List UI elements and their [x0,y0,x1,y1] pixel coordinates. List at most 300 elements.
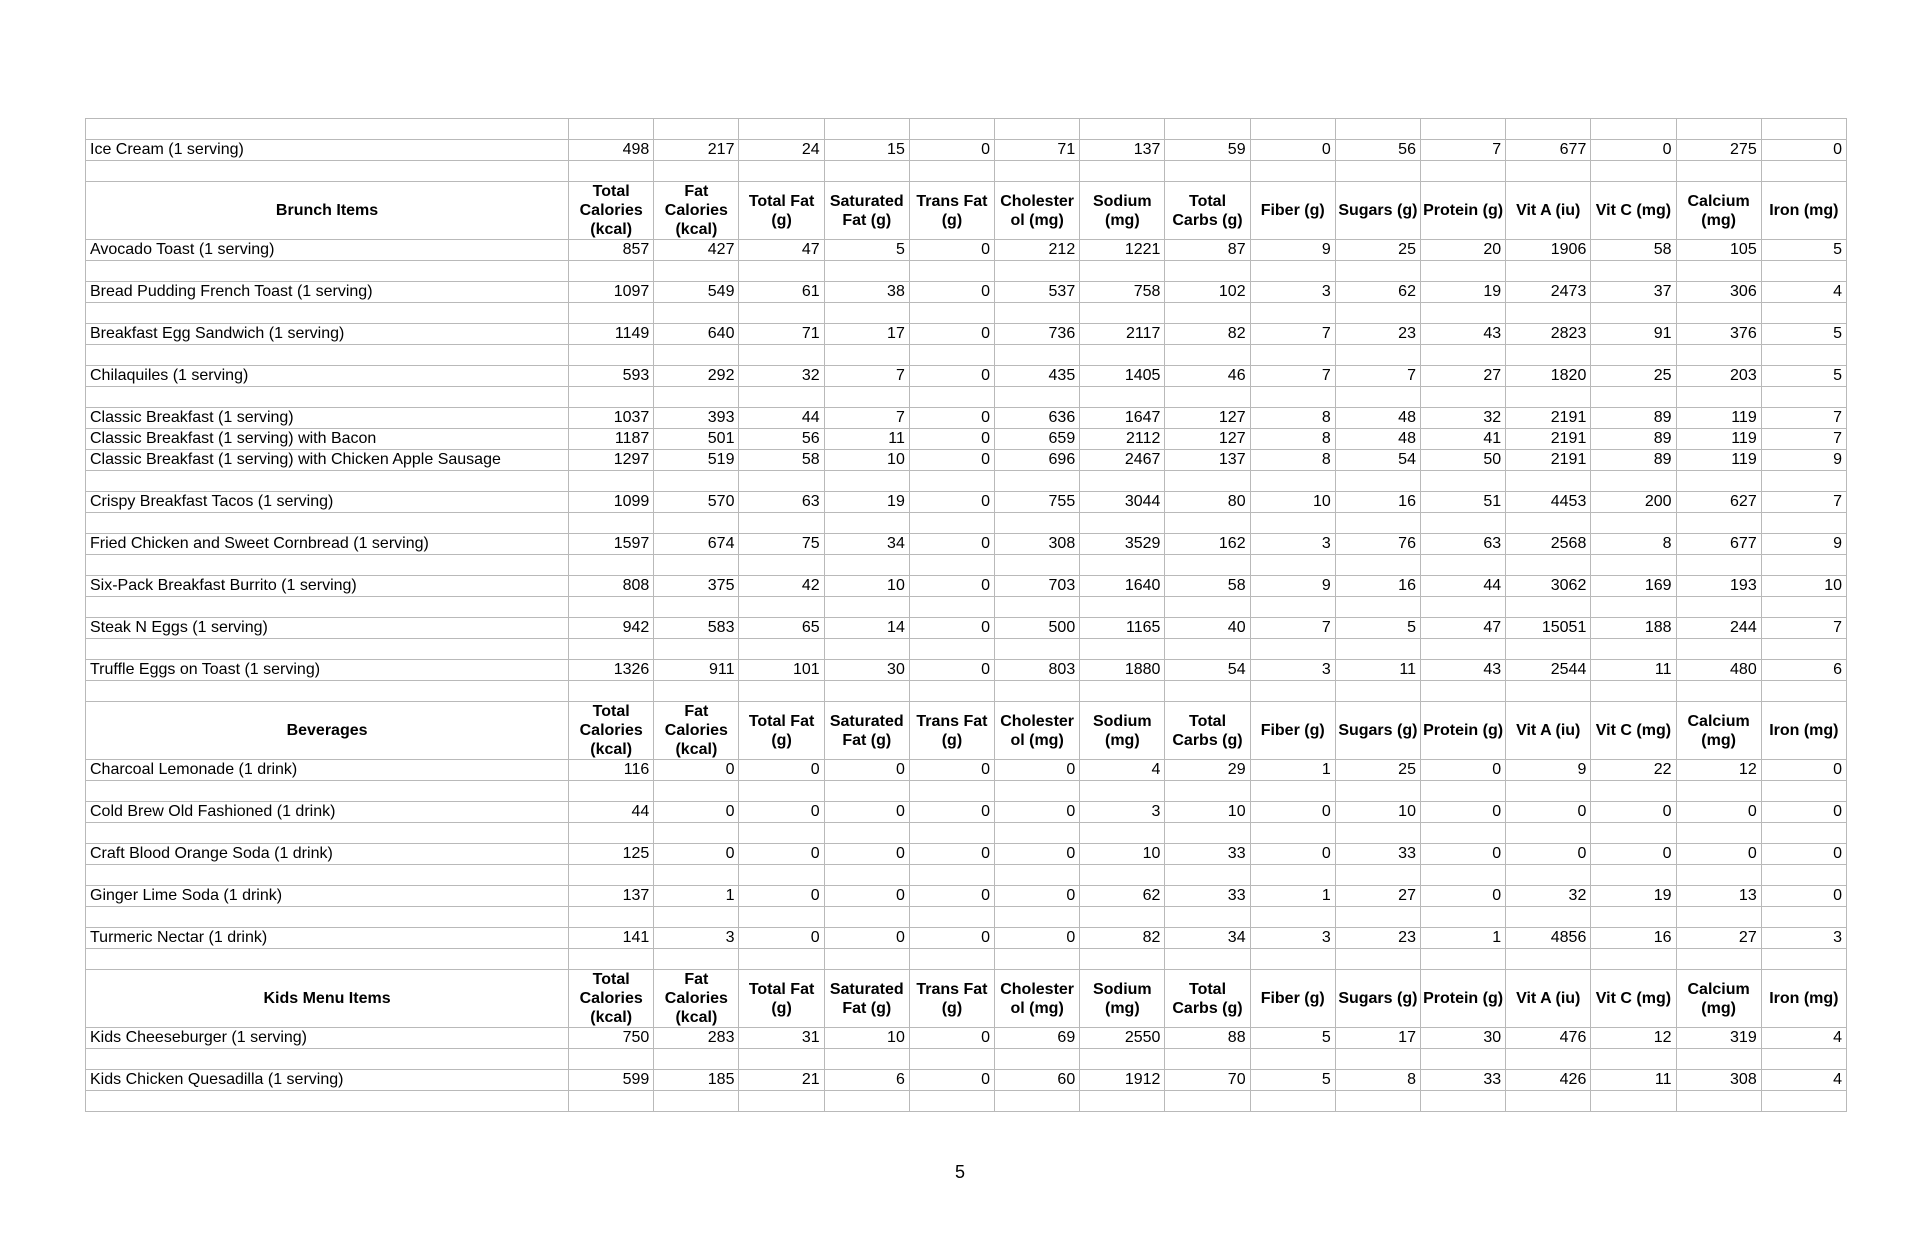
empty-cell [824,1049,909,1070]
nutrient-value: 942 [569,618,654,639]
table-row [86,1028,1847,1049]
empty-cell [1250,303,1335,324]
column-header: Total Calories (kcal) [569,182,654,240]
column-header: Fiber (g) [1250,970,1335,1028]
table-row [86,450,1847,471]
empty-cell [654,781,739,802]
nutrient-value: 750 [569,1028,654,1049]
nutrient-value: 102 [1165,282,1250,303]
empty-cell [86,1091,569,1112]
empty-cell [1676,303,1761,324]
nutrient-value: 7 [1250,324,1335,345]
empty-cell [909,1049,994,1070]
nutrient-value: 89 [1591,429,1676,450]
empty-cell [1250,781,1335,802]
nutrient-value: 10 [824,1028,909,1049]
empty-cell [909,387,994,408]
empty-cell [1420,513,1505,534]
empty-cell [1165,261,1250,282]
nutrient-value: 43 [1420,324,1505,345]
nutrient-value: 0 [1761,802,1846,823]
column-header: Cholester ol (mg) [995,970,1080,1028]
empty-cell [1591,119,1676,140]
empty-cell [995,161,1080,182]
nutrient-value: 59 [1165,140,1250,161]
nutrient-value: 0 [739,802,824,823]
nutrient-value: 54 [1335,450,1420,471]
empty-cell [1080,303,1165,324]
nutrient-value: 0 [909,1028,994,1049]
empty-cell [1335,865,1420,886]
empty-cell [739,1091,824,1112]
column-header: Vit A (iu) [1506,970,1591,1028]
empty-cell [1676,119,1761,140]
empty-cell [1080,781,1165,802]
nutrient-value: 1820 [1506,366,1591,387]
nutrient-value: 500 [995,618,1080,639]
nutrient-value: 376 [1676,324,1761,345]
nutrient-value: 0 [909,408,994,429]
empty-cell [1420,639,1505,660]
empty-cell [1506,161,1591,182]
nutrient-value: 0 [1591,802,1676,823]
empty-cell [1591,907,1676,928]
empty-cell [569,345,654,366]
nutrient-value: 0 [909,429,994,450]
nutrient-value: 137 [1080,140,1165,161]
empty-cell [1335,513,1420,534]
table-row [86,844,1847,865]
nutrient-value: 593 [569,366,654,387]
nutrient-value: 0 [1420,802,1505,823]
nutrient-value: 0 [1250,844,1335,865]
nutrient-value: 13 [1676,886,1761,907]
empty-cell [1080,1049,1165,1070]
item-name: Fried Chicken and Sweet Cornbread (1 serving) [86,534,569,555]
empty-cell [1165,471,1250,492]
nutrient-value: 30 [824,660,909,681]
empty-cell [1250,345,1335,366]
empty-cell [739,639,824,660]
empty-cell [909,345,994,366]
nutrient-value: 1647 [1080,408,1165,429]
nutrient-value: 9 [1506,760,1591,781]
nutrient-value: 1405 [1080,366,1165,387]
nutrient-value: 537 [995,282,1080,303]
empty-cell [1761,1091,1846,1112]
nutrient-value: 5 [824,240,909,261]
empty-cell [1080,865,1165,886]
nutrient-value: 10 [1335,802,1420,823]
nutrient-value: 275 [1676,140,1761,161]
nutrient-value: 63 [1420,534,1505,555]
empty-cell [86,639,569,660]
empty-cell [569,907,654,928]
empty-cell [824,345,909,366]
nutrient-value: 2550 [1080,1028,1165,1049]
empty-cell [995,1049,1080,1070]
table-row [86,366,1847,387]
nutrient-value: 23 [1335,928,1420,949]
empty-cell [1335,303,1420,324]
item-name: Avocado Toast (1 serving) [86,240,569,261]
empty-cell [1420,119,1505,140]
nutrition-table-body [86,119,1847,1112]
nutrient-value: 116 [569,760,654,781]
empty-cell [1761,345,1846,366]
empty-cell [739,161,824,182]
empty-cell [995,865,1080,886]
table-row [86,240,1847,261]
empty-cell [654,597,739,618]
empty-cell [1591,781,1676,802]
empty-cell [1591,639,1676,660]
nutrient-value: 23 [1335,324,1420,345]
column-header: Sugars (g) [1335,182,1420,240]
nutrient-value: 22 [1591,760,1676,781]
nutrient-value: 308 [1676,1070,1761,1091]
empty-cell [739,555,824,576]
nutrient-value: 2568 [1506,534,1591,555]
empty-cell [654,387,739,408]
empty-cell [654,949,739,970]
nutrient-value: 803 [995,660,1080,681]
empty-cell [1335,555,1420,576]
section-header-row [86,970,1847,1028]
nutrient-value: 5 [1335,618,1420,639]
table-row [86,429,1847,450]
empty-cell [86,865,569,886]
empty-cell [1591,1049,1676,1070]
empty-cell [1250,119,1335,140]
empty-cell [1080,161,1165,182]
nutrient-value: 88 [1165,1028,1250,1049]
empty-cell [995,949,1080,970]
empty-cell [909,681,994,702]
spacer-row [86,781,1847,802]
nutrient-value: 137 [569,886,654,907]
empty-cell [569,1049,654,1070]
empty-cell [1676,949,1761,970]
empty-cell [569,387,654,408]
nutrient-value: 2191 [1506,408,1591,429]
nutrient-value: 5 [1250,1070,1335,1091]
column-header: Vit A (iu) [1506,182,1591,240]
empty-cell [1165,303,1250,324]
nutrient-value: 677 [1676,534,1761,555]
nutrient-value: 33 [1165,886,1250,907]
section-title: Kids Menu Items [86,970,569,1028]
empty-cell [824,303,909,324]
nutrient-value: 0 [1591,844,1676,865]
nutrient-value: 217 [654,140,739,161]
nutrient-value: 0 [1420,844,1505,865]
column-header: Sodium (mg) [1080,702,1165,760]
nutrient-value: 119 [1676,429,1761,450]
column-header: Protein (g) [1420,702,1505,760]
empty-cell [86,119,569,140]
nutrient-value: 0 [909,1070,994,1091]
nutrient-value: 5 [1250,1028,1335,1049]
item-name: Chilaquiles (1 serving) [86,366,569,387]
nutrient-value: 1 [1420,928,1505,949]
spacer-row [86,471,1847,492]
section-header-row [86,182,1847,240]
nutrient-value: 25 [1335,760,1420,781]
nutrient-value: 4 [1761,282,1846,303]
spacer-row [86,865,1847,886]
nutrient-value: 70 [1165,1070,1250,1091]
empty-cell [654,513,739,534]
nutrient-value: 1597 [569,534,654,555]
nutrient-value: 0 [909,928,994,949]
item-name: Bread Pudding French Toast (1 serving) [86,282,569,303]
nutrient-value: 71 [739,324,824,345]
empty-cell [1080,555,1165,576]
nutrient-value: 2544 [1506,660,1591,681]
empty-cell [739,345,824,366]
empty-cell [1335,119,1420,140]
empty-cell [1761,555,1846,576]
empty-cell [1080,597,1165,618]
nutrient-value: 2117 [1080,324,1165,345]
nutrient-value: 3 [654,928,739,949]
nutrient-value: 0 [909,492,994,513]
empty-cell [1080,387,1165,408]
nutrient-value: 41 [1420,429,1505,450]
nutrient-value: 3 [1250,282,1335,303]
nutrient-value: 25 [1335,240,1420,261]
nutrient-value: 0 [909,450,994,471]
nutrient-value: 19 [1420,282,1505,303]
nutrient-value: 16 [1335,492,1420,513]
nutrient-value: 27 [1676,928,1761,949]
empty-cell [1165,639,1250,660]
empty-cell [1506,555,1591,576]
empty-cell [1250,513,1335,534]
empty-cell [1335,1049,1420,1070]
nutrient-value: 583 [654,618,739,639]
empty-cell [1591,471,1676,492]
nutrient-value: 0 [909,844,994,865]
nutrient-value: 3 [1080,802,1165,823]
nutrient-value: 48 [1335,429,1420,450]
empty-cell [1420,161,1505,182]
nutrient-value: 1880 [1080,660,1165,681]
empty-cell [1420,781,1505,802]
empty-cell [995,387,1080,408]
nutrient-value: 0 [1761,760,1846,781]
empty-cell [995,823,1080,844]
empty-cell [654,303,739,324]
nutrient-value: 1097 [569,282,654,303]
nutrient-value: 703 [995,576,1080,597]
empty-cell [1676,555,1761,576]
nutrient-value: 5 [1761,324,1846,345]
empty-cell [86,261,569,282]
item-name: Craft Blood Orange Soda (1 drink) [86,844,569,865]
empty-cell [654,865,739,886]
nutrient-value: 0 [909,282,994,303]
nutrient-value: 185 [654,1070,739,1091]
nutrient-value: 1 [654,886,739,907]
column-header: Cholester ol (mg) [995,182,1080,240]
empty-cell [909,597,994,618]
empty-cell [86,387,569,408]
empty-cell [86,681,569,702]
nutrient-value: 7 [1250,618,1335,639]
nutrient-value: 674 [654,534,739,555]
empty-cell [1506,865,1591,886]
empty-cell [1761,823,1846,844]
empty-cell [654,261,739,282]
item-name: Charcoal Lemonade (1 drink) [86,760,569,781]
empty-cell [824,639,909,660]
column-header: Protein (g) [1420,970,1505,1028]
empty-cell [995,119,1080,140]
nutrient-value: 82 [1080,928,1165,949]
empty-cell [1591,865,1676,886]
nutrient-value: 127 [1165,429,1250,450]
empty-cell [1250,597,1335,618]
table-row [86,140,1847,161]
column-header: Total Calories (kcal) [569,702,654,760]
nutrient-value: 5 [1761,366,1846,387]
empty-cell [1420,555,1505,576]
empty-cell [1080,513,1165,534]
nutrient-value: 10 [824,576,909,597]
column-header: Trans Fat (g) [909,182,994,240]
nutrient-value: 32 [1420,408,1505,429]
nutrient-value: 0 [995,928,1080,949]
empty-cell [569,303,654,324]
empty-cell [909,823,994,844]
nutrient-value: 10 [824,450,909,471]
empty-cell [654,345,739,366]
nutrient-value: 58 [1591,240,1676,261]
spacer-row [86,555,1847,576]
spacer-row [86,639,1847,660]
empty-cell [1420,1049,1505,1070]
empty-cell [995,555,1080,576]
empty-cell [1335,345,1420,366]
nutrient-value: 17 [1335,1028,1420,1049]
empty-cell [1165,597,1250,618]
nutrient-value: 0 [1676,844,1761,865]
nutrient-value: 2112 [1080,429,1165,450]
empty-cell [1250,387,1335,408]
nutrient-value: 16 [1335,576,1420,597]
nutrient-value: 0 [739,886,824,907]
nutrient-value: 40 [1165,618,1250,639]
table-row [86,660,1847,681]
nutrient-value: 58 [739,450,824,471]
table-row [86,1070,1847,1091]
empty-cell [909,1091,994,1112]
nutrient-value: 7 [1761,618,1846,639]
empty-cell [995,597,1080,618]
nutrient-value: 12 [1676,760,1761,781]
column-header: Iron (mg) [1761,970,1846,1028]
empty-cell [654,1091,739,1112]
empty-cell [1676,345,1761,366]
nutrient-value: 56 [1335,140,1420,161]
nutrient-value: 19 [824,492,909,513]
nutrient-value: 0 [909,802,994,823]
nutrient-value: 0 [995,844,1080,865]
column-header: Calcium (mg) [1676,182,1761,240]
nutrient-value: 43 [1420,660,1505,681]
nutrient-value: 8 [1250,408,1335,429]
empty-cell [569,681,654,702]
nutrient-value: 44 [1420,576,1505,597]
nutrient-value: 7 [1250,366,1335,387]
nutrient-value: 14 [824,618,909,639]
nutrient-value: 0 [909,760,994,781]
nutrient-value: 0 [909,240,994,261]
column-header: Saturated Fat (g) [824,182,909,240]
empty-cell [86,1049,569,1070]
empty-cell [824,471,909,492]
section-header-row [86,702,1847,760]
spacer-row [86,1049,1847,1070]
nutrient-value: 65 [739,618,824,639]
table-row [86,282,1847,303]
empty-cell [1080,907,1165,928]
column-header: Sodium (mg) [1080,182,1165,240]
empty-cell [654,907,739,928]
empty-cell [86,161,569,182]
table-row [86,760,1847,781]
empty-cell [1335,781,1420,802]
empty-cell [1676,823,1761,844]
empty-cell [1080,119,1165,140]
nutrient-value: 7 [1761,429,1846,450]
empty-cell [739,681,824,702]
nutrient-value: 62 [1080,886,1165,907]
nutrient-value: 0 [1591,140,1676,161]
empty-cell [824,865,909,886]
nutrient-value: 677 [1506,140,1591,161]
nutrient-value: 48 [1335,408,1420,429]
spacer-row [86,597,1847,618]
nutrient-value: 9 [1250,240,1335,261]
empty-cell [654,119,739,140]
empty-cell [824,907,909,928]
empty-cell [1506,119,1591,140]
empty-cell [569,639,654,660]
nutrient-value: 32 [739,366,824,387]
empty-cell [739,1049,824,1070]
nutrient-value: 10 [1761,576,1846,597]
nutrient-value: 19 [1591,886,1676,907]
nutrient-value: 519 [654,450,739,471]
nutrient-value: 758 [1080,282,1165,303]
table-row [86,576,1847,597]
nutrient-value: 755 [995,492,1080,513]
nutrient-value: 292 [654,366,739,387]
nutrient-value: 31 [739,1028,824,1049]
empty-cell [1080,681,1165,702]
table-row [86,492,1847,513]
empty-cell [569,513,654,534]
empty-cell [995,471,1080,492]
empty-cell [824,597,909,618]
empty-cell [569,823,654,844]
empty-cell [1165,949,1250,970]
empty-cell [739,387,824,408]
empty-cell [1591,555,1676,576]
